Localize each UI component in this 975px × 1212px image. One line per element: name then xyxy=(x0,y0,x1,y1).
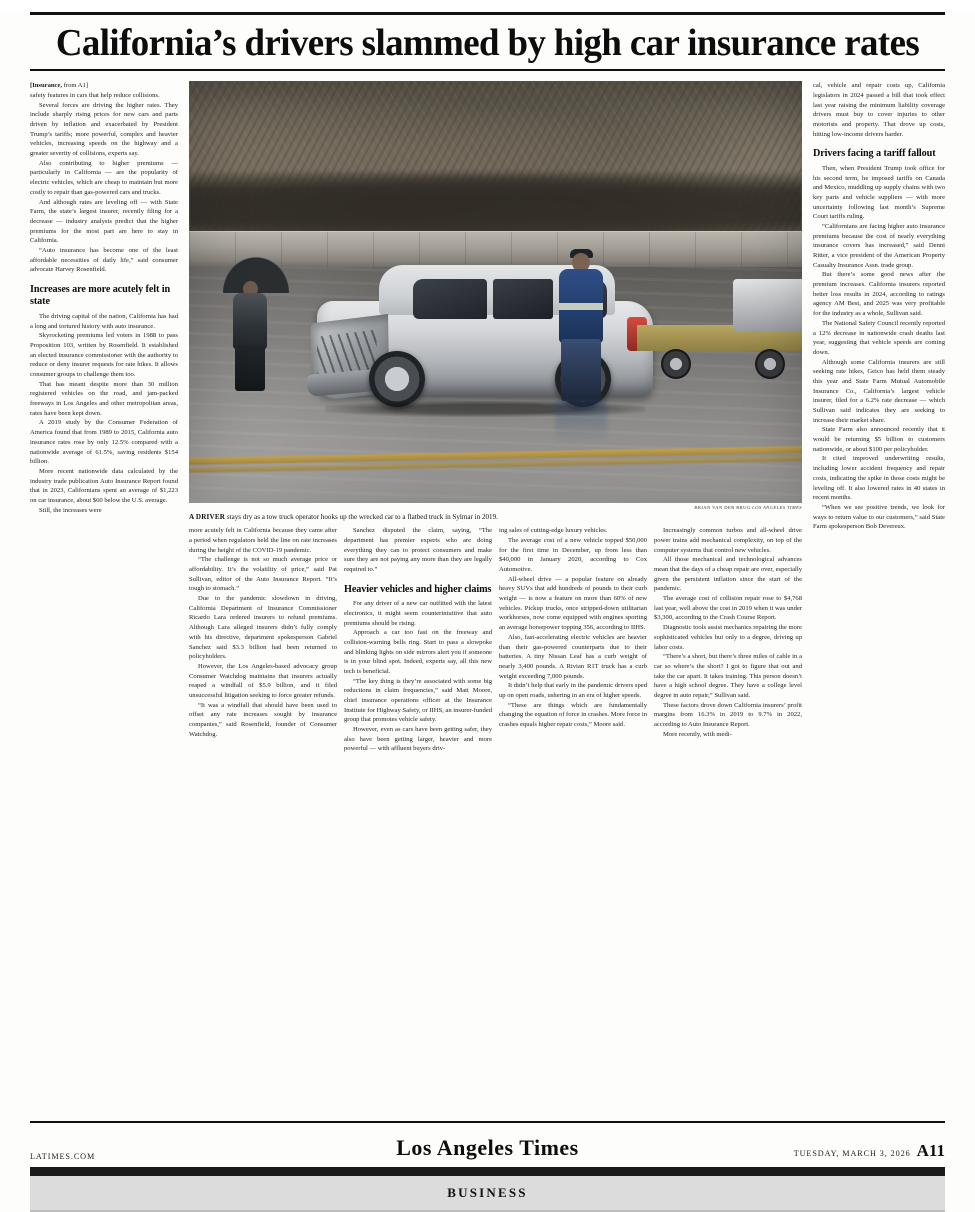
newspaper-page xyxy=(0,12,975,1212)
footer-masthead: Los Angeles Times xyxy=(396,1135,579,1160)
headline-rule xyxy=(30,69,945,71)
paragraph: Diagnostic tools assist mechanics repairing the more sophisticated vehicles but only to a degree, driving up labor costs. xyxy=(654,624,802,651)
paragraph: ing sales of cutting-edge luxury vehicles. xyxy=(499,527,608,535)
column-5 xyxy=(654,526,802,739)
jump-open: [ xyxy=(30,82,33,90)
photo-block xyxy=(189,81,802,523)
footer-row xyxy=(30,1135,945,1167)
paragraph: All-wheel drive — a popular feature on already heavy SUVs that add hundreds of pounds to their curb weight — is now a feature on more than 60% of new vehicles. Pickup trucks, once stripped-down utilitarian workhorses, now come equipped with engines sporting an average horsepower topping 356, according to IIHS. xyxy=(499,575,647,632)
cutline-lead: A DRIVER xyxy=(189,513,226,522)
footer-section-label: BUSINESS xyxy=(30,1176,945,1210)
paragraph: Then, when President Trump took office for his second term, he imposed tariffs on Canada and Mexico, muddling up supply chains with two key parts and vehicle suppliers — with more uncertainty following last month’s Supreme Court tariffs ruling. xyxy=(813,164,945,221)
top-rule xyxy=(30,12,945,15)
paragraph: “When we see positive trends, we look for ways to return value to our customers,” said State Farm spokesperson Bob Devereux. xyxy=(813,503,945,531)
paragraph: The average cost of collision repair rose to $4,768 last year, well above the cost in 2019 when it was under $3,300, according to the Crash Course Report. xyxy=(654,595,802,622)
paragraph: “Californians are facing higher auto insurance premiums because the cost of nearly everything insurance covers has increased,” said Denni Ritter, a vice president of the American Property Casualty Insurance Assn. trade group. xyxy=(813,222,945,269)
footer-rule xyxy=(30,1121,945,1123)
paragraph: Increasingly common turbos and all-wheel drive power trains add mechanical complexity, on top of the computer systems that control new vehicles. xyxy=(654,527,802,554)
paragraph: Also, fast-accelerating electric vehicles are heavier than their gas-powered counterparts due to their batteries. A tiny Nissan Leaf has a curb weight of nearly 3,400 pounds. A Rivian R1T truck has a curb weight exceeding 7,000 pounds. xyxy=(499,633,647,680)
paragraph: More recently, with medi- xyxy=(663,730,732,738)
article-body xyxy=(30,81,945,1081)
photo-cutline xyxy=(189,513,802,523)
paragraph: For any driver of a new car outfitted with the latest electronics, it might seem counterintuitive that auto premiums should be rising. xyxy=(344,600,492,627)
paragraph: More recent nationwide data calculated by the industry trade publication Auto Insurance Report found that in 2023, Californians spent an average of $1,223 on car insurance, about $60 below the U.S. average. xyxy=(30,467,178,504)
page-footer xyxy=(30,1121,945,1212)
paragraph: Still, the increases were xyxy=(39,506,102,514)
photo-credit-source: LOS ANGELES TIMES xyxy=(752,505,802,511)
paragraph: “These are things which are fundamentally changing the equation of force in crashes. More force in crashes equals higher repair costs,” Moore said. xyxy=(499,701,647,729)
column-1 xyxy=(30,81,178,515)
paragraph: The National Safety Council recently reported a 12% decrease in nationwide crash deaths last year, suggesting that vehicle speeds are coming down. xyxy=(813,319,945,356)
paragraph: Due to the pandemic slowdown in driving, California Department of Insurance Commissioner Ricardo Lara ordered insurers to refund premiums. Although Lara alleged insurers didn’t fully comply with his directive, department spokesperson Gabriel Sanchez said $3.3 billion had been returned to policyholders. xyxy=(189,595,337,661)
paragraph: Although some California insurers are still seeking rate hikes, Geico has held them steady this year and State Farm Mutual Automobile Insurance Co., California’s largest vehicle insurer, filed for a 6.2% rate decrease — which Sullivan said indicates they are seeking to increase their market share. xyxy=(813,358,945,424)
paragraph: more acutely felt in California because they came after a period when regulators held the line on rate increases during the height of the COVID-19 pandemic. xyxy=(189,527,337,554)
photo-credit xyxy=(189,505,802,510)
paragraph: Several forces are driving the higher rates. They include sharply rising prices for new cars and parts driven by inflation and exacerbated by President Trump’s tariffs; more powerful, complex and heavier vehicles, increasing speeds on the highway and a greater severity of collisions, experts say. xyxy=(30,101,178,158)
paragraph: However, even as cars have been getting safer, they also have been getting larger, heavier and more powerful — with affluent buyers driv- xyxy=(344,726,492,753)
paragraph: It cited improved underwriting results, including lower accident frequency and repair costs, indicating the spike in those costs might be leveling off. It also lowered rates in 40 states in recent months. xyxy=(813,455,945,502)
footer-date: TUESDAY, MARCH 3, 2026 xyxy=(793,1149,911,1158)
paragraph: The average cost of a new vehicle topped $50,000 for the first time in December, up from less than $40,000 in January 2020, according to Cox Automotive. xyxy=(499,536,647,574)
paragraph: “There’s a short, but there’s three miles of cable in a car so where’s the short? I got to figure that out and take the car apart. It takes training. This person doesn’t have a high school degree. They have a college level degree in auto repair,” Sullivan said. xyxy=(654,653,802,699)
subhead-tariff-fallout: Drivers facing a tariff fallout xyxy=(813,148,936,160)
paragraph: These factors drove down California insurers’ profit margins from 16.3% in 2019 to 9.7% in 2022, according to Auto Insurance Report. xyxy=(654,701,802,729)
paragraph: “The key thing is they’re associated with some big reductions in claim frequencies,” said Matt Moore, chief insurance operations officer at the Insurance Institute for Highway Safety, or IIHS, an insurer-funded group that promotes vehicle safety. xyxy=(344,677,492,724)
paragraph: “It was a windfall that should have been used to offset any rate increases sought by insurance companies,” said Rosenfield, founder of Consumer Watchdog. xyxy=(189,701,337,738)
paragraph: But there’s some good news after the premium increases. California insurers reported better loss results in 2024, according to ratings agency AM Best, and 2025 was very profitable for the industry as a whole, Sullivan said. xyxy=(813,271,945,318)
paragraph: A 2019 study by the Consumer Federation of America found that from 1989 to 2015, California auto insurance rates rose by only 12.5% compared with a nationwide average of 61.5%, saving residents $154 billion. xyxy=(30,419,178,466)
column-2 xyxy=(189,526,337,739)
paragraph: That has meant despite more than 30 million registered vehicles on the road, and jam-packed freeways in Los Angeles and other metropolitan areas, rates have been kept down. xyxy=(30,380,178,417)
paragraph: “Auto insurance has become one of the least affordable necessities of daily life,” said consumer advocate Harvey Rosenfield. xyxy=(30,246,178,274)
column-3 xyxy=(344,526,492,754)
paragraph: And although rates are leveling off — with State Farm, the state’s largest insurer, recently filing for a decrease — industry analysts predict that the higher premiums for the most part are here to stay in California. xyxy=(30,198,178,245)
column-6 xyxy=(813,81,945,532)
footer-black-bar xyxy=(30,1167,945,1176)
paragraph: However, the Los Angeles-based advocacy group Consumer Watchdog maintains that insurers actually reaped a windfall of $5.9 billion, and it filed unsuccessful litigation seeking to force greater refunds. xyxy=(189,662,337,699)
paragraph: “The challenge is not so much average price or affordability. It’s the volatility of price,” said Pat Sullivan, editor of the Auto Insurance Report. “It’s tough to stomach.” xyxy=(189,556,337,593)
subhead-heavier-vehicles: Heavier vehicles and higher claims xyxy=(344,583,492,595)
jump-rest: from A1] xyxy=(62,82,89,90)
page-headline: California’s drivers slammed by high car insurance rates xyxy=(55,22,920,64)
footer-page-number: A11 xyxy=(916,1141,945,1160)
paragraph: cal, vehicle and repair costs up, California legislators in 2024 passed a bill that took effect last year raising the minimum liability coverage drivers must buy to cover injuries to other motorists and property. That drove up costs, hitting low-income drivers harder. xyxy=(813,82,945,138)
photo-credit-photographer: BRIAN VAN DER BRUG xyxy=(694,505,751,511)
subhead-increases: Increases are more acutely felt in state xyxy=(30,284,171,308)
paragraph: State Farm also announced recently that it would be returning $5 billion to customers nationwide, or about $100 per policyholder. xyxy=(813,426,945,453)
jump-line xyxy=(30,81,178,91)
article-photo xyxy=(189,81,802,503)
paragraph: safety features in cars that help reduce collisions. xyxy=(30,91,160,99)
paragraph: Also contributing to higher premiums — particularly in California — are the popularity of electric vehicles, which are cheap to maintain but more costly to repair than gas-powered cars and trucks. xyxy=(30,159,178,196)
photo-vignette xyxy=(189,81,802,503)
paragraph: Approach a car too fast on the freeway and collision-warning bells ring. Start to pass a slowpoke and blinking lights on side mirrors alert you if someone is in your blind spot. Indeed, experts say, all this new tech is beneficial. xyxy=(344,629,492,675)
footer-date-page xyxy=(579,1141,945,1161)
paragraph: Skyrocketing premiums led voters in 1988 to pass Proposition 103, written by Rosenfield. It established an elected insurance commissioner with the authority to reduce or deny insurer requests for rate hikes. It allows consumer groups to challenge them too. xyxy=(30,332,178,379)
jump-label: Insurance, xyxy=(32,82,63,90)
paragraph: It didn’t help that early in the pandemic drivers sped up on open roads, ushering in an era of higher speeds. xyxy=(499,682,647,699)
column-4 xyxy=(499,526,647,729)
paragraph: Sanchez disputed the claim, saying, “The department has premier experts who are doing everything they can to protect consumers and make sure they are not paying any more than they are legally required to.” xyxy=(344,527,492,574)
cutline-text: stays dry as a tow truck operator hooks up the wrecked car to a flatbed truck in Sylmar in 2019. xyxy=(225,513,498,522)
footer-website[interactable]: LATIMES.COM xyxy=(30,1152,96,1161)
paragraph: The driving capital of the nation, California has had a long and tortured history with auto insurance. xyxy=(30,312,178,330)
paragraph: All those mechanical and technological advances mean that the days of a cheap repair are over, especially given the persistent inflation since the start of the pandemic. xyxy=(654,556,802,593)
